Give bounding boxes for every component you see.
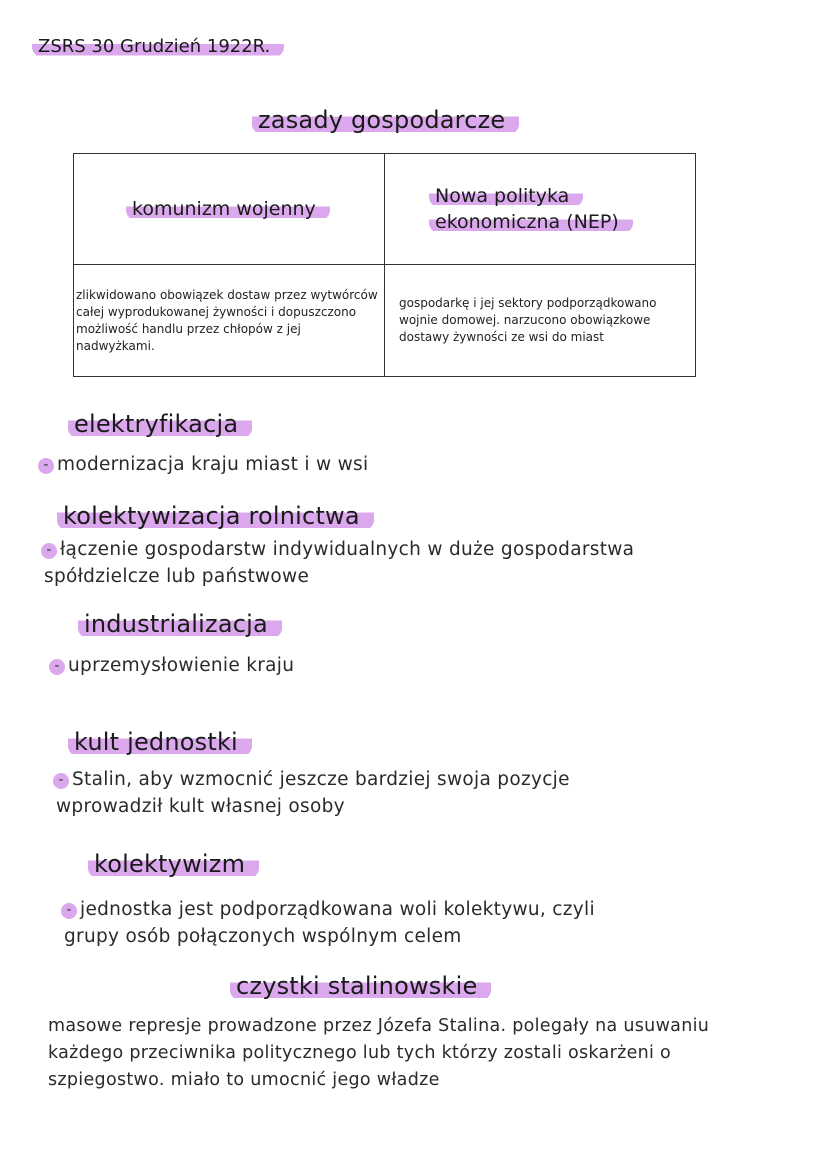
section-line: szpiegostwo. miało to umocnić jego władze: [48, 1070, 440, 1090]
section-heading-text: industrializacja: [78, 610, 282, 638]
table-header-cell-nep: [385, 154, 696, 265]
section-body-stalinist-purges: [48, 1013, 709, 1094]
section-body-collectivism: [61, 896, 595, 950]
table-heading: [252, 106, 519, 134]
section-heading-collectivization: [57, 502, 374, 530]
section-body-personality-cult: [53, 766, 570, 820]
section-heading-text: kolektywizacja rolnictwa: [57, 502, 374, 530]
section-line: łączenie gospodarstw indywidualnych w duże gospodarstwa: [60, 539, 635, 560]
section-heading-text: czystki stalinowskie: [230, 972, 491, 1000]
header-war-communism: komunizm wojenny: [126, 198, 330, 220]
page-title: [32, 36, 284, 57]
section-heading-stalinist-purges: [230, 972, 491, 1000]
section-heading-electrification: [68, 410, 252, 438]
section-heading-industrialization: [78, 610, 282, 638]
table-cell: [74, 265, 385, 377]
economic-rules-table: [73, 153, 696, 377]
section-line: spółdzielcze lub państwowe: [44, 566, 310, 587]
section-line: wprowadził kult własnej osoby: [56, 796, 345, 817]
bullet-dash-icon: -: [41, 543, 57, 559]
section-heading-personality-cult: [68, 728, 252, 756]
section-heading-text: elektryfikacja: [68, 410, 252, 438]
section-line: uprzemysłowienie kraju: [68, 655, 295, 676]
table-cell: [385, 265, 696, 377]
bullet-dash-icon: -: [61, 903, 77, 919]
bullet-dash-icon: -: [49, 659, 65, 675]
section-body-collectivization: [41, 536, 634, 590]
section-line: modernizacja kraju miast i w wsi: [57, 454, 369, 475]
section-heading-text: kolektywizm: [88, 850, 259, 878]
header-nep-line-2: ekonomiczna (NEP): [429, 211, 633, 233]
table-heading-text: zasady gospodarcze: [252, 106, 519, 134]
table-header-row: [74, 154, 696, 265]
section-line: grupy osób połączonych wspólnym celem: [64, 926, 462, 947]
section-line: każdego przeciwnika politycznego lub tych którzy zostali oskarżeni o: [48, 1043, 672, 1063]
section-heading-text: kult jednostki: [68, 728, 252, 756]
cell-nep-text: gospodarkę i jej sektory podporządkowano wojnie domowej. narzucono obowiązkowe dostawy żywności ze wsi do miast: [399, 296, 657, 344]
bullet-dash-icon: -: [38, 458, 54, 474]
bullet-dash-icon: -: [53, 773, 69, 789]
header-nep-line-1: Nowa polityka: [429, 185, 583, 207]
section-heading-collectivism: [88, 850, 259, 878]
section-line: jednostka jest podporządkowana woli kolektywu, czyli: [80, 899, 595, 920]
cell-war-communism-text: zlikwidowano obowiązek dostaw przez wytwórców całej wyprodukowanej żywności i dopuszczono możliwość handlu przez chłopów z jej nadwyżkami.: [76, 287, 378, 353]
table-row: [74, 265, 696, 377]
section-line: Stalin, aby wzmocnić jeszcze bardziej swoja pozycje: [72, 769, 570, 790]
page-title-text: ZSRS 30 Grudzień 1922R.: [32, 36, 284, 57]
section-body-electrification: [38, 451, 368, 478]
section-line: masowe represje prowadzone przez Józefa Stalina. polegały na usuwaniu: [48, 1016, 710, 1036]
section-body-industrialization: [49, 652, 294, 679]
table-header-cell-war-communism: [74, 154, 385, 265]
